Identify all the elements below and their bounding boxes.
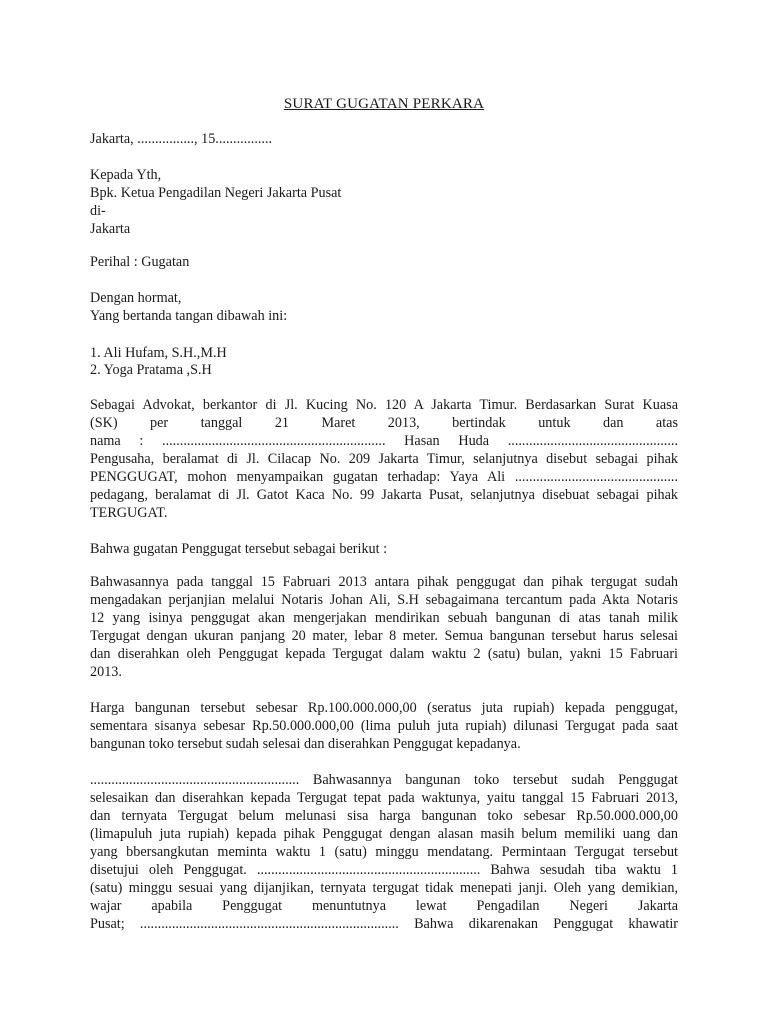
paragraph1-line: pedagang, beralamat di Jl. Gatot Kaca No. 99 Jakarta Pusat, selanjutnya disebuat sebagai pihak <box>90 487 678 503</box>
section-intro: Bahwa gugatan Penggugat tersebut sebagai berikut : <box>90 541 388 557</box>
letter-title: SURAT GUGATAN PERKARA <box>283 96 485 112</box>
paragraph1-line: Pengusaha, beralamat di Jl. Cilacap No. 209 Jakarta Timur, selanjutnya disebut sebagai pihak <box>90 451 678 467</box>
greeting: Dengan hormat, <box>90 290 182 306</box>
paragraph2-line: 12 yang isinya penggugat akan mengerjakan mendirikan sebuah bangunan di atas tanah milik <box>90 610 678 626</box>
paragraph4-line: disetujui oleh Penggugat. ............................................................... Bahwa sesudah tiba waktu 1 <box>90 862 678 878</box>
paragraph1-line: Sebagai Advokat, berkantor di Jl. Kucing No. 120 A Jakarta Timur. Berdasarkan Surat Kuasa <box>90 397 678 413</box>
paragraph2-line: mengadakan perjanjian melalui Notaris Johan Ali, S.H sebagaimana tercantum pada Akta Notaris <box>90 592 678 608</box>
paragraph4-line: ........................................................... Bahwasannya bangunan toko tersebut sudah Penggugat <box>90 772 678 788</box>
signatory-2: 2. Yoga Pratama ,S.H <box>90 362 212 378</box>
subject-line: Perihal : Gugatan <box>90 254 190 270</box>
paragraph1-line: PENGGUGAT, mohon menyampaikan gugatan terhadap: Yaya Ali .............................................. <box>90 469 678 485</box>
paragraph1-line: TERGUGAT. <box>90 505 168 521</box>
paragraph2-line: dan diserahkan oleh Penggugat kepada Tergugat dalam waktu 2 (satu) bulan, yakni 15 Fabruari <box>90 646 678 662</box>
recipient-salutation: Kepada Yth, <box>90 167 162 183</box>
recipient-name: Bpk. Ketua Pengadilan Negeri Jakarta Pusat <box>90 185 342 201</box>
paragraph4-line: selesaikan dan diserahkan kepada Tergugat tepat pada waktunya, yaitu tanggal 15 Fabruari 2013, <box>90 790 678 806</box>
paragraph4-line: dan ternyata Tergugat belum melunasi sisa harga bangunan toko sebesar Rp.50.000.000,00 <box>90 808 678 824</box>
paragraph1-line: (SK) per tanggal 21 Maret 2013, bertindak untuk dan atas <box>90 415 678 431</box>
intro-line: Yang bertanda tangan dibawah ini: <box>90 308 288 324</box>
paragraph1-line: nama : ............................................................... Hasan Huda ................................................ <box>90 433 678 449</box>
paragraph3-line: sementara sisanya sebesar Rp.50.000.000,00 (lima puluh juta rupiah) dilunasi Tergugat pada saat <box>90 718 678 734</box>
date-line: Jakarta, ................, 15................ <box>90 131 273 147</box>
paragraph2-line: 2013. <box>90 664 122 680</box>
paragraph4-line: wajar apabila Penggugat menuntutnya lewat Pengadilan Negeri Jakarta <box>90 898 678 914</box>
paragraph3-line: bangunan toko tersebut sudah selesai dan diserahkan Penggugat kepadanya. <box>90 736 521 752</box>
paragraph2-line: Tergugat dengan ukuran panjang 20 mater, lebar 8 meter. Semua bangunan tersebut harus selesai <box>90 628 678 644</box>
paragraph3-line: Harga bangunan tersebut sebesar Rp.100.000.000,00 (seratus juta rupiah) kepada penggugat, <box>90 700 678 716</box>
paragraph4-line: (satu) minggu sesuai yang dijanjikan, ternyata tergugat tidak menepati janji. Oleh yang demikian, <box>90 880 678 896</box>
paragraph2-line: Bahwasannya pada tanggal 15 Fabruari 2013 antara pihak penggugat dan pihak tergugat sudah <box>90 574 678 590</box>
signatory-1: 1. Ali Hufam, S.H.,M.H <box>90 345 227 361</box>
recipient-at: di- <box>90 203 106 219</box>
paragraph4-line: Pusat; ......................................................................... Bahwa dikarenakan Penggugat khawatir <box>90 916 678 932</box>
recipient-city: Jakarta <box>90 221 131 237</box>
paragraph4-line: (limapuluh juta rupiah) kepada pihak Penggugat dengan alasan masih belum memiliki uang dan <box>90 826 678 842</box>
paragraph4-line: yang bbersangkutan meminta waktu 1 (satu) minggu mendatang. Permintaan Tergugat tersebut <box>90 844 678 860</box>
